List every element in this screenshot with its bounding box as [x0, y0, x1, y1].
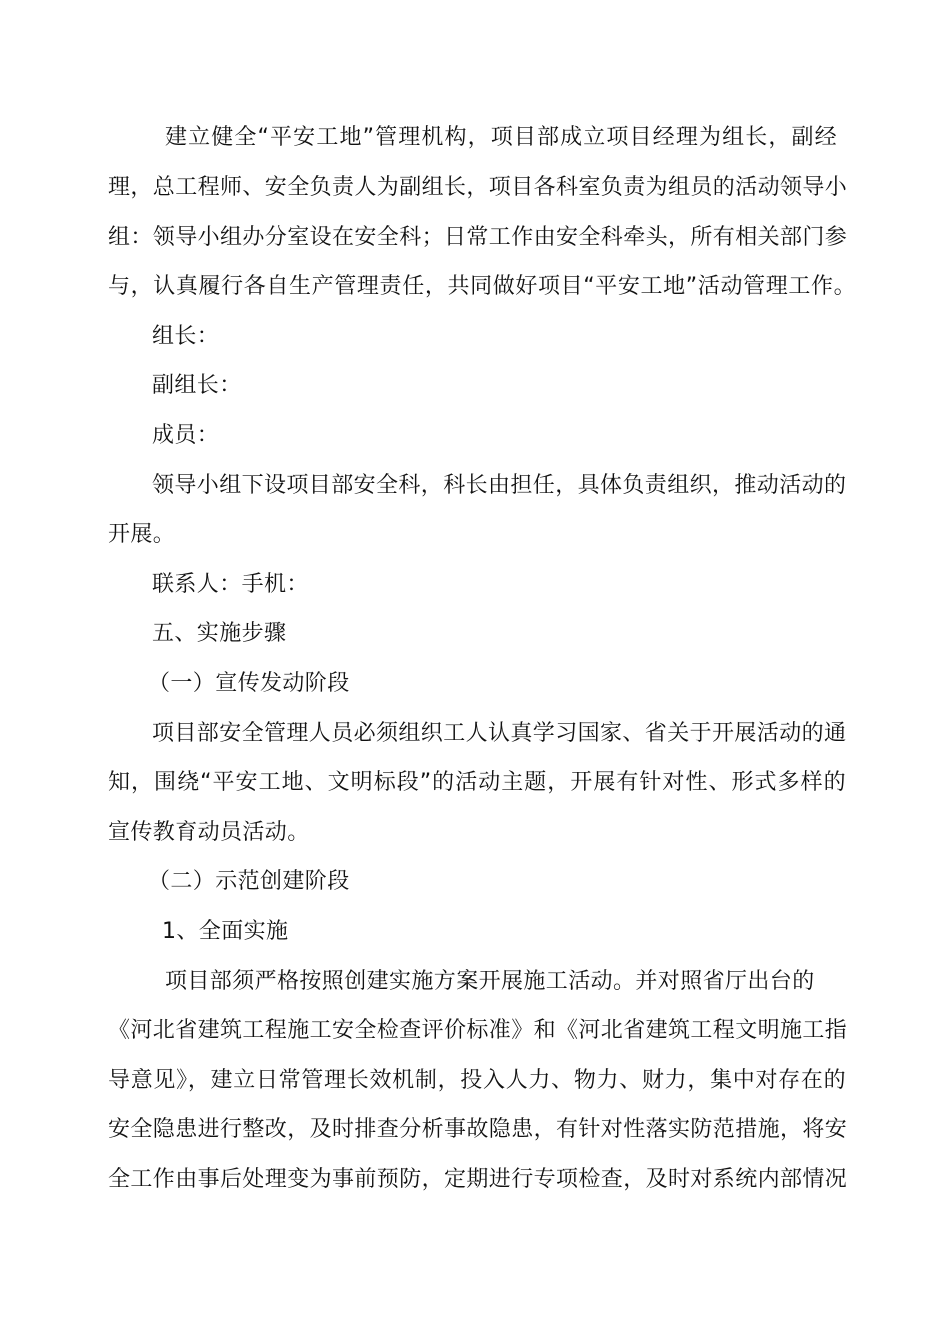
- text-line-5: 组长：: [152, 324, 220, 349]
- text-line-20: 导意见》，建立日常管理长效机制，投入人力、物力、财力，集中对存在的: [108, 1068, 846, 1093]
- text-line-10: 联系人：手机：: [152, 572, 309, 597]
- text-line-7: 成员：: [152, 423, 220, 448]
- text-line-15: 宣传教育动员活动。: [108, 820, 310, 845]
- section-heading-5: 五、实施步骤: [152, 621, 287, 646]
- subsection-heading-2: （二）示范创建阶段: [148, 869, 350, 894]
- item-heading-1: 1、全面实施: [162, 919, 289, 944]
- text-line-19: 《河北省建筑工程施工安全检查评价标准》和《河北省建筑工程文明施工指: [108, 1018, 848, 1043]
- subsection-heading-1: （一）宣传发动阶段: [148, 671, 350, 696]
- text-line-1: 建立健全“平安工地”管理机构，项目部成立项目经理为组长，副经: [165, 125, 837, 150]
- text-line-2: 理，总工程师、安全负责人为副组长，项目各科室负责为组员的活动领导小: [108, 175, 848, 200]
- text-line-3: 组：领导小组办分室设在安全科；日常工作由安全科牵头，所有相关部门参: [108, 225, 848, 250]
- text-line-4: 与，认真履行各自生产管理责任，共同做好项目“平安工地”活动管理工作。: [108, 274, 856, 299]
- text-line-21: 安全隐患进行整改，及时排查分析事故隐患，有针对性落实防范措施，将安: [108, 1117, 848, 1142]
- text-line-14: 知，围绕“平安工地、文明标段”的活动主题，开展有针对性、形式多样的: [108, 770, 846, 795]
- text-line-18: 项目部须严格按照创建实施方案开展施工活动。并对照省厅出台的: [165, 969, 815, 994]
- text-line-22: 全工作由事后处理变为事前预防，定期进行专项检查，及时对系统内部情况: [108, 1167, 848, 1192]
- text-line-6: 副组长：: [152, 373, 242, 398]
- text-line-9: 开展。: [108, 522, 176, 547]
- text-line-8: 领导小组下设项目部安全科，科长由担任，具体负责组织，推动活动的: [152, 473, 847, 498]
- text-line-13: 项目部安全管理人员必须组织工人认真学习国家、省关于开展活动的通: [152, 721, 847, 746]
